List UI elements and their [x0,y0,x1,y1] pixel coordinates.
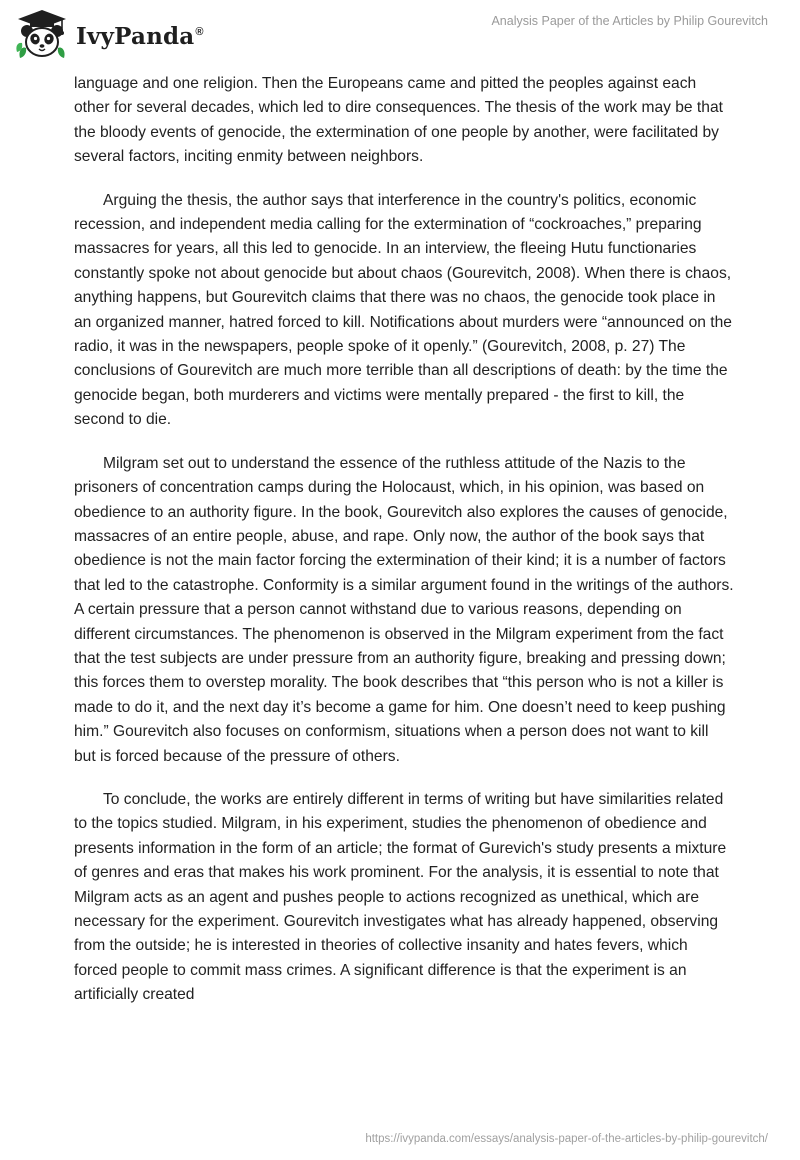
source-url-link[interactable]: https://ivypanda.com/essays/analysis-paper-of-the-articles-by-philip-gourevitch/ [365,1133,768,1145]
paragraph-2: Arguing the thesis, the author says that interference in the country's politics, economic recession, and independent media calling for the extermination of “cockroaches,” preparing massacres for years, all this led to genocide. In an interview, the fleeing Hutu functionaries constantly spoke not about genocide but about chaos (Gourevitch, 2008). When there is chaos, anything happens, but Gourevitch claims that there was no chaos, the genocide took place in an organized manner, hatred forced to kill. Notifications about murders were “announced on the radio, it was in the newspapers, people spoke of it openly.” (Gourevitch, 2008, p. 27) The conclusions of Gourevitch are much more terrible than all descriptions of death: by the time the genocide began, both murderers and victims were mentally prepared - the first to kill, the second to die. [74,191,732,429]
panda-graduate-icon [14,8,70,60]
paragraph-3: Milgram set out to understand the essence of the ruthless attitude of the Nazis to the prisoners of concentration camps during the Holocaust, which, in his opinion, was based on obedience to an authority figure. In the book, Gourevitch also explores the causes of genocide, massacres of an entire people, abuse, and rape. Only now, the author of the book says that obedience is not the main factor forcing the extermination of their kind; it is a number of factors that led to the catastrophe. Conformity is a similar argument found in the writings of the authors. A certain pressure that a person cannot withstand due to various reasons, depending on different circumstances. The phenomenon is observed in the Milgram experiment from the fact that the test subjects are under pressure from an authority figure, breaking and pressing down; this forces them to overstep morality. The book describes that “this person who is not a killer is made to do it, and the next day it’s become a game for him. One doesn’t need to keep pushing him.” Gourevitch also focuses on conformism, situations when a person does not want to kill but is forced because of the pressure of others. [74,454,734,765]
essay-body [74,72,734,1027]
logo-text: IvyPanda [76,22,195,50]
paragraph-4: To conclude, the works are entirely different in terms of writing but have similarities related to the topics studied. Milgram, in his experiment, studies the phenomenon of obedience and presents information in the form of an article; the format of Gurevich's study presents a mixture of genres and eras that makes his work prominent. For the analysis, it is essential to note that Milgram acts as an agent and pushes people to actions recognized as unethical, which are necessary for the experiment. Gourevitch investigates what has already happened, observing from the outside; he is interested in theories of collective insanity and hates fevers, which forced people to commit mass crimes. A significant difference is that the experiment is an artificially created [74,790,727,1004]
logo-wordmark [76,23,204,50]
page-header [0,0,800,70]
document-title: Analysis Paper of the Articles by Philip Gourevitch [491,14,768,28]
paragraph-1: language and one religion. Then the Europeans came and pitted the peoples against each other for several decades, which led to dire consequences. The thesis of the work may be that the bloody events of genocide, the extermination of one people by another, were facilitated by several factors, inciting enmity between neighbors. [74,75,723,166]
registered-mark: ® [195,25,204,38]
ivypanda-logo[interactable] [14,8,204,60]
